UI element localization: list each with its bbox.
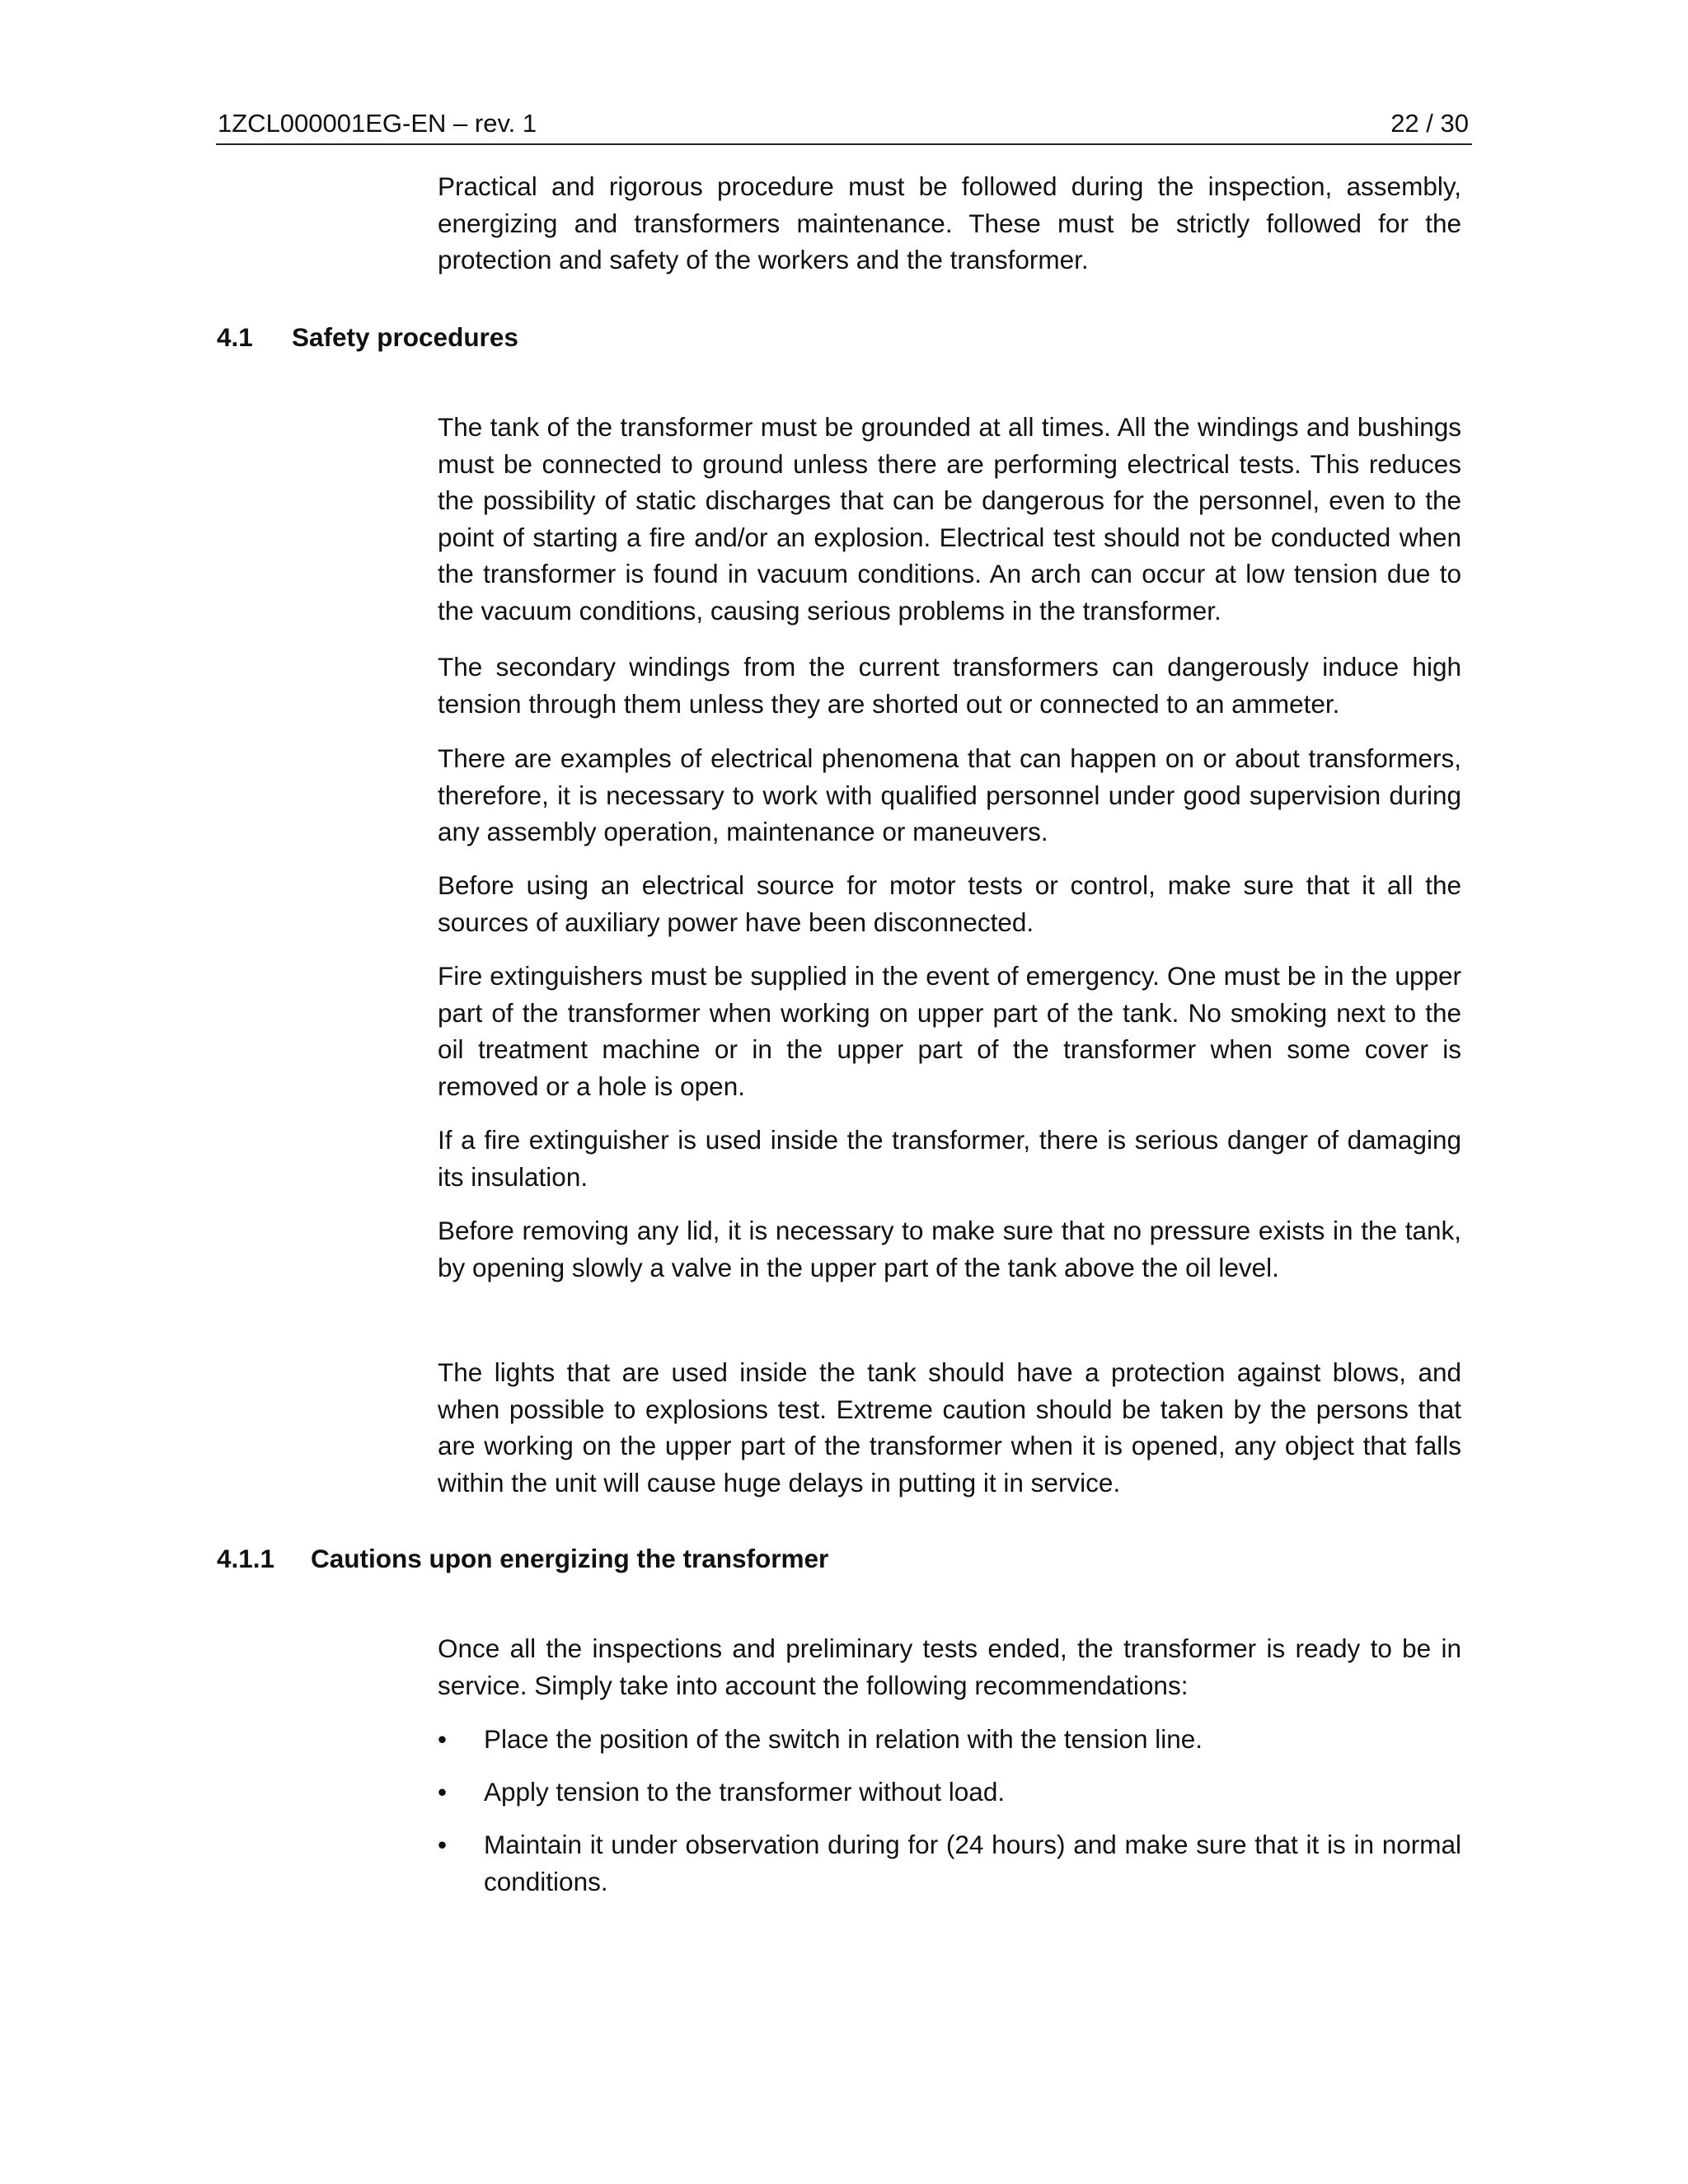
- section-title: Safety procedures: [292, 322, 518, 352]
- document-id: 1ZCL000001EG-EN – rev. 1: [218, 109, 537, 138]
- safety-paragraph-current-transformers: The secondary windings from the current transformers can dangerously induce high tension through them unless they are shorted out or connected to an ammeter.: [438, 652, 1461, 719]
- safety-paragraph-lights: The lights that are used inside the tank should have a protection against blows, and when possible to explosions test. Extreme caution should be taken by the persons that are working on the upper part of the transformer when it is opened, any object that falls within the unit will cause huge delays in putting it in service.: [438, 1357, 1461, 1497]
- section-heading-4-1: [217, 319, 518, 355]
- safety-paragraph-grounding: The tank of the transformer must be grounded at all times. All the windings and bushings must be connected to ground unless there are performing electrical tests. This reduces the possibility of static discharges that can be dangerous for the personnel, even to the point of starting a fire and/or an explosion. Electrical test should not be conducted when the transformer is found in vacuum conditions. An arch can occur at low tension due to the vacuum conditions, causing serious problems in the transformer.: [438, 412, 1461, 626]
- bullet-icon: •: [438, 1777, 448, 1807]
- subsection-number: 4.1.1: [217, 1544, 275, 1573]
- list-item-text: Apply tension to the transformer without load.: [484, 1777, 1006, 1807]
- page-number: 22 / 30: [1390, 109, 1469, 138]
- bullet-icon: •: [438, 1830, 448, 1859]
- list-item-text: Place the position of the switch in relation with the tension line.: [484, 1724, 1203, 1754]
- safety-paragraph-fire-extinguishers: Fire extinguishers must be supplied in the event of emergency. One must be in the upper part of the transformer when working on upper part of the tank. No smoking next to the oil treatment machine or in the upper part of the transformer when some cover is removed or a hole is open.: [438, 961, 1461, 1101]
- section-heading-4-1-1: [217, 1540, 828, 1577]
- list-item: [438, 1721, 1461, 1758]
- safety-paragraph-insulation: If a fire extinguisher is used inside the transformer, there is serious danger of damaging its insulation.: [438, 1125, 1461, 1192]
- safety-paragraph-pressure: Before removing any lid, it is necessary to make sure that no pressure exists in the tank, by opening slowly a valve in the upper part of the tank above the oil level.: [438, 1216, 1461, 1282]
- safety-paragraph-auxiliary-power: Before using an electrical source for motor tests or control, make sure that it all the sources of auxiliary power have been disconnected.: [438, 870, 1461, 937]
- subsection-title: Cautions upon energizing the transformer: [311, 1544, 829, 1573]
- bullet-icon: •: [438, 1724, 448, 1754]
- list-item: [438, 1826, 1461, 1900]
- safety-paragraph-qualified-personnel: There are examples of electrical phenomena that can happen on or about transformers, therefore, it is necessary to work with qualified personnel under good supervision during any assembly operation, maintenance or maneuvers.: [438, 743, 1461, 847]
- list-item-text: Maintain it under observation during for (24 hours) and make sure that it is in normal conditions.: [484, 1830, 1461, 1896]
- section-number: 4.1: [217, 322, 253, 352]
- page-header: [216, 105, 1472, 145]
- intro-paragraph: Practical and rigorous procedure must be followed during the inspection, assembly, energizing and transformers maintenance. These must be strictly followed for the protection and safety of the workers and the transformer.: [438, 171, 1461, 275]
- energizing-intro-paragraph: Once all the inspections and preliminary tests ended, the transformer is ready to be in service. Simply take into account the following recommendations:: [438, 1633, 1461, 1700]
- list-item: [438, 1774, 1461, 1811]
